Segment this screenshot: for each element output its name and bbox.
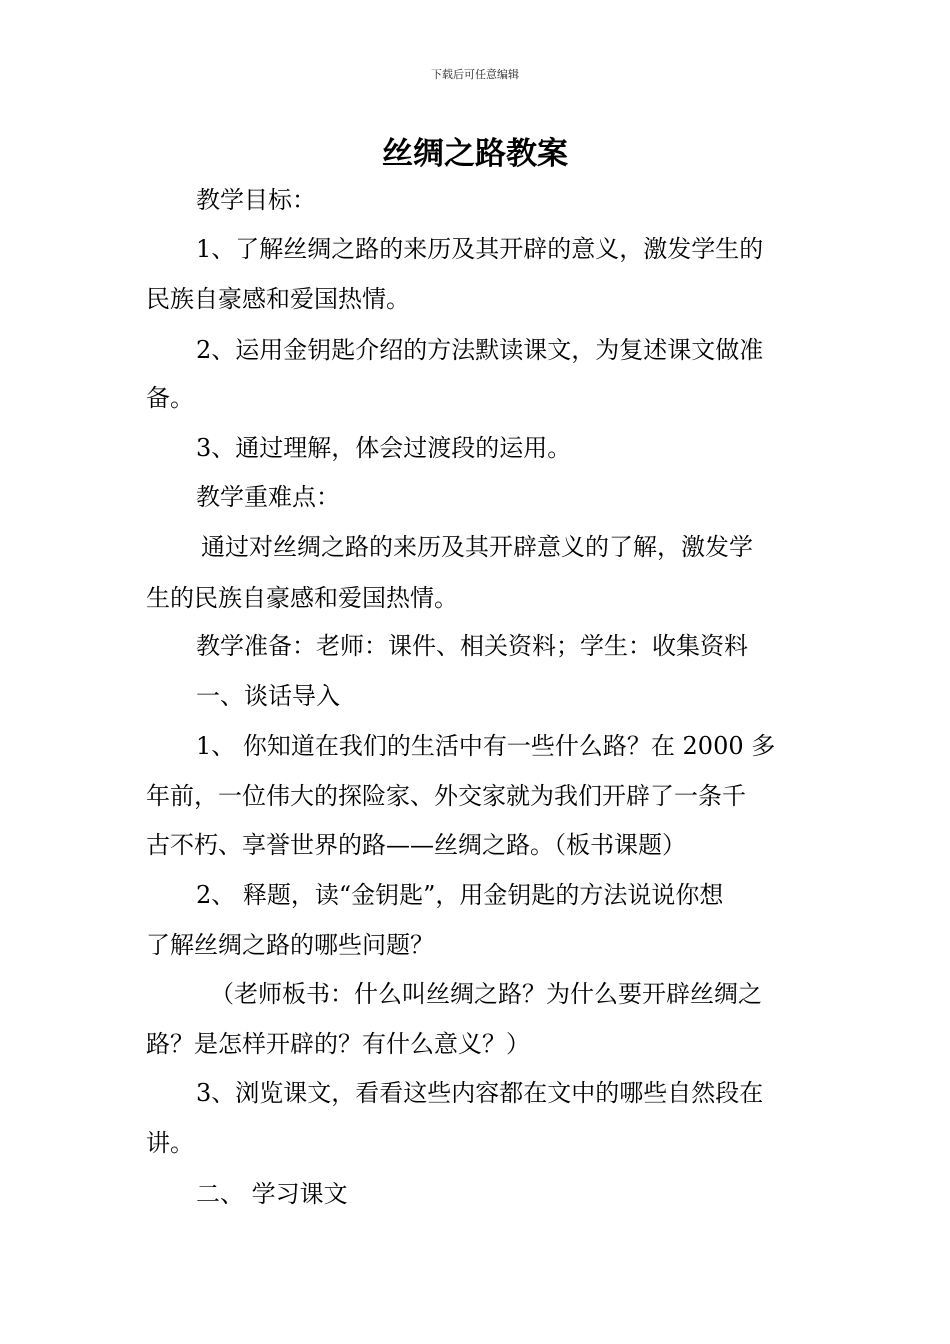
text-line: 2、运用金钥匙介绍的方法默读课文，为复述课文做准 [196,336,764,364]
text-line: 2、 释题，读“金钥匙”，用金钥匙的方法说说你想 [196,881,724,909]
text-line: 1、 你知道在我们的生活中有一些什么路？在 2000 多 [196,732,776,760]
text-line: 古不朽、享誉世界的路——丝绸之路。（板书课题） [146,831,686,859]
text-line: 1、了解丝绸之路的来历及其开辟的意义，激发学生的 [196,235,764,263]
text-line: 通过对丝绸之路的来历及其开辟意义的了解，激发学 [201,533,753,561]
text-line: 3、通过理解，体会过渡段的运用。 [196,434,572,462]
text-line: 年前，一位伟大的探险家、外交家就为我们开辟了一条千 [146,782,746,810]
text-line: 生的民族自豪感和爱国热情。 [146,584,458,612]
text-line: 教学目标： [196,186,316,214]
text-line: 二、 学习课文 [196,1180,348,1208]
text-line: 教学重难点： [196,483,340,511]
text-line: 备。 [146,384,194,412]
text-line: 路？是怎样开辟的？有什么意义？） [146,1030,530,1058]
text-line: 教学准备：老师：课件、相关资料；学生：收集资料 [196,632,748,660]
text-line: 讲。 [146,1129,194,1157]
header-note: 下载后可任意编辑 [431,68,519,81]
page-title: 丝绸之路教案 [382,136,568,172]
text-line: （老师板书：什么叫丝绸之路？为什么要开辟丝绸之 [210,980,762,1008]
text-line: 一、谈话导入 [196,682,340,710]
text-line: 3、浏览课文，看看这些内容都在文中的哪些自然段在 [196,1079,764,1107]
text-line: 了解丝绸之路的哪些问题？ [146,931,434,959]
text-line: 民族自豪感和爱国热情。 [146,285,410,313]
